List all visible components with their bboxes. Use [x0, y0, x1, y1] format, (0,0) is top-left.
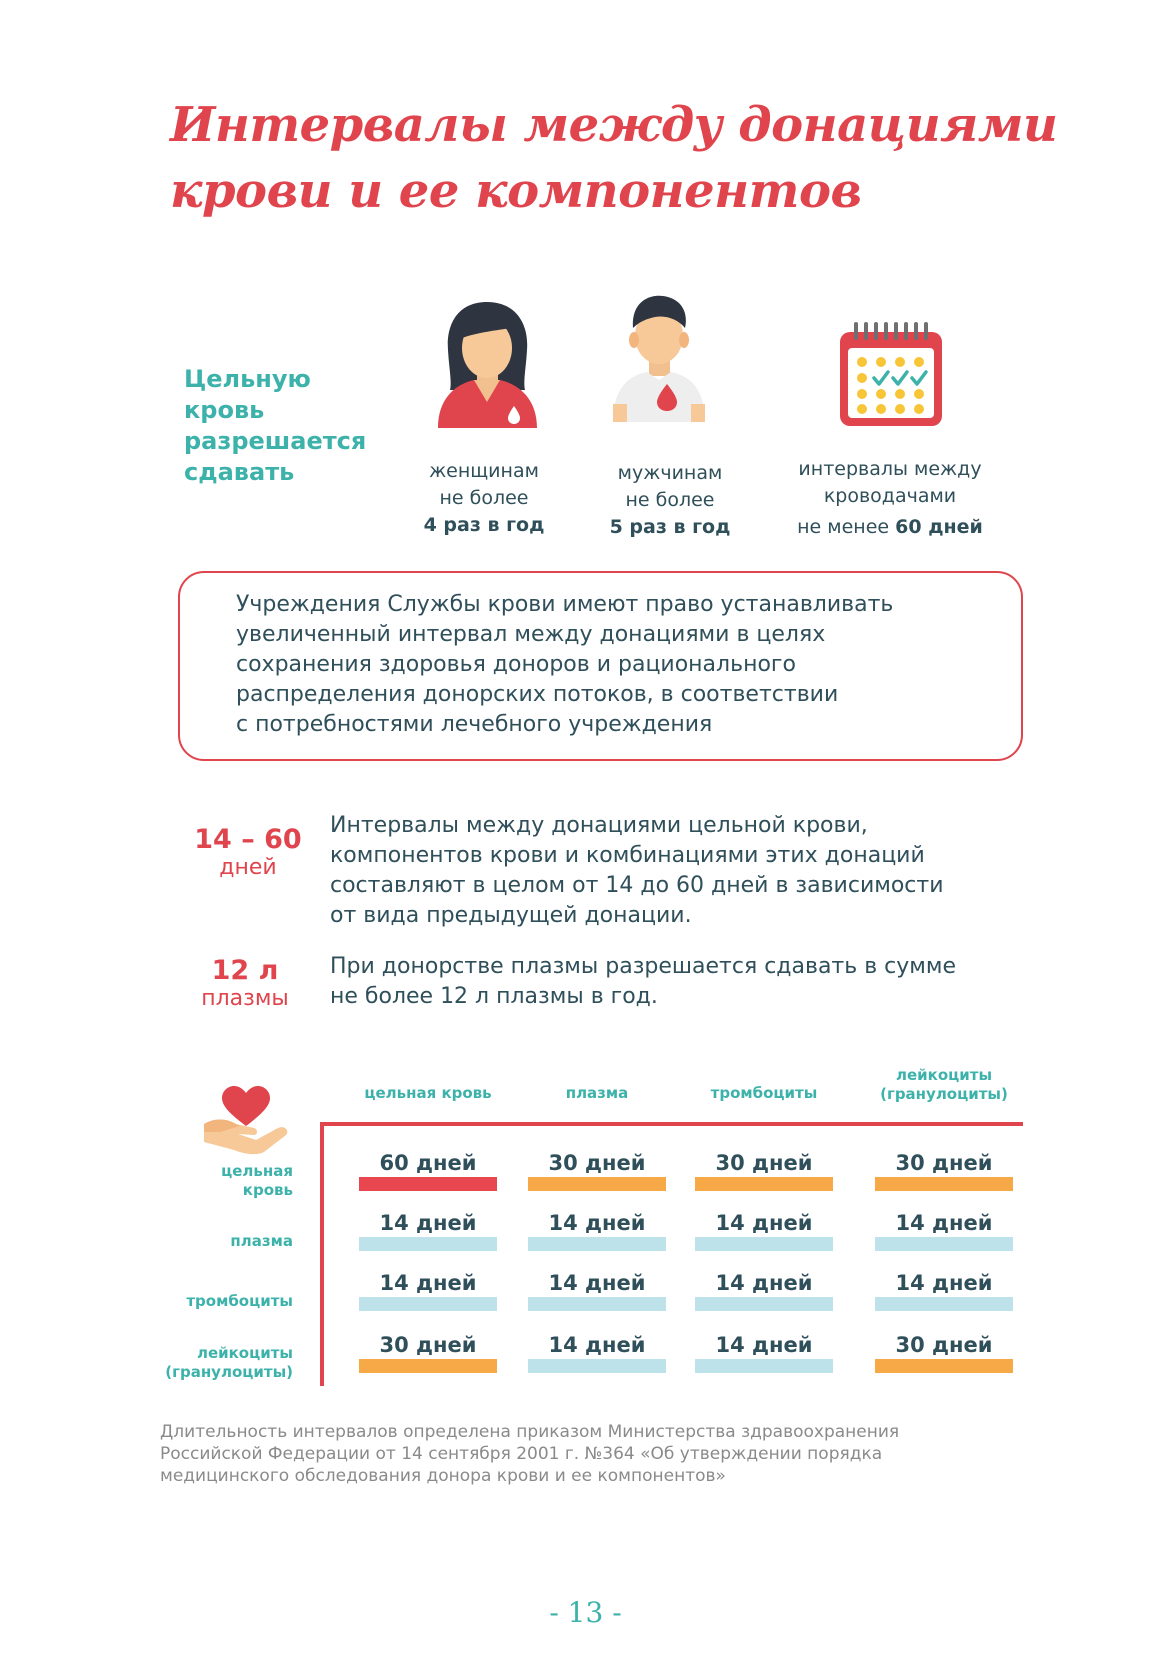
- row-header-line: цельная: [221, 1162, 293, 1180]
- table-row-header: [93, 1292, 293, 1311]
- stat-line: компонентов крови и комбинациями этих донаций: [330, 843, 925, 868]
- interval-bar: [875, 1359, 1013, 1373]
- table-cell: [695, 1210, 833, 1251]
- whole-blood-heading-line: кровь: [184, 396, 265, 424]
- interval-value: 14 дней: [895, 1271, 993, 1295]
- table-cell: [359, 1270, 497, 1311]
- column-header-line: лейкоциты: [895, 1066, 993, 1084]
- interval-bar: [695, 1359, 833, 1373]
- notice-line: увеличенный интервал между донациями в целях: [236, 622, 826, 647]
- notice-box: [178, 571, 1023, 761]
- table-cell: [528, 1270, 666, 1311]
- interval-bar: [875, 1237, 1013, 1251]
- interval-bar: [359, 1177, 497, 1191]
- stat-plasma-limit: [175, 955, 315, 1011]
- notice-line: распределения донорских потоков, в соответствии: [236, 682, 839, 707]
- stat-line: При донорстве плазмы разрешается сдавать в сумме: [330, 954, 957, 979]
- column-header-line: (гранулоциты): [880, 1085, 1008, 1103]
- notice-line: сохранения здоровья доноров и рационального: [236, 652, 796, 677]
- table-row-header: [93, 1344, 293, 1382]
- interval-bar: [695, 1297, 833, 1311]
- men-limit: 5 раз в год: [609, 516, 731, 538]
- whole-blood-heading-line: разрешается: [184, 427, 367, 455]
- table-column-header: [664, 1084, 864, 1103]
- notice-text: [236, 590, 996, 740]
- interval-value: 30 дней: [895, 1333, 993, 1357]
- title-line-1: Интервалы между донациями: [170, 97, 1058, 153]
- interval-bar: [528, 1177, 666, 1191]
- stat-unit: плазмы: [201, 986, 289, 1011]
- table-horizontal-axis: [320, 1122, 1023, 1126]
- interval-bar: [359, 1359, 497, 1373]
- interval-value: 14 дней: [548, 1211, 646, 1235]
- page-number: - 13 -: [549, 1596, 622, 1629]
- calendar-icon: [836, 318, 946, 430]
- notice-line: с потребностями лечебного учреждения: [236, 712, 713, 737]
- whole-blood-heading: [184, 364, 404, 488]
- interval-caption-line: интервалы между: [798, 458, 982, 480]
- women-caption-line: женщинам: [429, 460, 539, 482]
- table-cell: [359, 1210, 497, 1251]
- interval-value: 14 дней: [548, 1271, 646, 1295]
- stat-value: 14 – 60: [194, 824, 302, 855]
- interval-value: 30 дней: [379, 1333, 477, 1357]
- table-cell: [528, 1210, 666, 1251]
- interval-bar: [528, 1297, 666, 1311]
- stat-line: Интервалы между донациями цельной крови,: [330, 813, 868, 838]
- woman-donor-icon: [430, 298, 545, 428]
- table-column-header: [844, 1066, 1044, 1104]
- column-header-line: тромбоциты: [710, 1084, 818, 1102]
- stat-value: 12 л: [211, 955, 279, 986]
- footnote-line: медицинского обследования донора крови и ее компонентов»: [160, 1466, 726, 1486]
- table-cell: [528, 1150, 666, 1191]
- interval-value: 14 дней: [379, 1211, 477, 1235]
- stat-line: составляют в целом от 14 до 60 дней в зависимости: [330, 873, 944, 898]
- footnote-line: Длительность интервалов определена приказом Министерства здравоохранения: [160, 1422, 900, 1442]
- row-header-line: тромбоциты: [186, 1292, 293, 1310]
- men-caption-line: мужчинам: [617, 462, 723, 484]
- women-caption-line: не более: [439, 487, 529, 509]
- table-cell: [528, 1332, 666, 1373]
- stat-plasma-description: [330, 952, 1050, 1012]
- interval-value: 14 дней: [715, 1333, 813, 1357]
- interval-value: 14 дней: [379, 1271, 477, 1295]
- table-row-header: [93, 1162, 293, 1200]
- interval-value: 30 дней: [548, 1151, 646, 1175]
- stat-interval-range: [178, 824, 318, 880]
- page-title: [170, 92, 1070, 224]
- table-cell: [875, 1270, 1013, 1311]
- whole-blood-heading-line: Цельную: [184, 365, 311, 393]
- interval-bar: [528, 1359, 666, 1373]
- interval-caption: [770, 456, 1010, 541]
- table-cell: [875, 1150, 1013, 1191]
- table-cell: [695, 1332, 833, 1373]
- interval-value: 30 дней: [895, 1151, 993, 1175]
- stat-line: от вида предыдущей донации.: [330, 903, 692, 928]
- interval-limit-value: 60 дней: [895, 516, 983, 538]
- interval-bar: [875, 1177, 1013, 1191]
- women-limit: 4 раз в год: [423, 514, 545, 536]
- table-cell: [359, 1150, 497, 1191]
- table-row-header: [93, 1232, 293, 1251]
- table-cell: [359, 1332, 497, 1373]
- whole-blood-heading-line: сдавать: [184, 458, 295, 486]
- men-caption: [570, 460, 770, 541]
- interval-bar: [695, 1237, 833, 1251]
- row-header-line: плазма: [230, 1232, 293, 1250]
- stat-interval-description: [330, 811, 1050, 931]
- interval-value: 30 дней: [715, 1151, 813, 1175]
- interval-bar: [695, 1177, 833, 1191]
- interval-value: 14 дней: [715, 1271, 813, 1295]
- interval-caption-line: кроводачами: [823, 485, 957, 507]
- interval-bar: [359, 1297, 497, 1311]
- title-line-2: крови и ее компонентов: [170, 163, 862, 219]
- interval-value: 60 дней: [379, 1151, 477, 1175]
- interval-value: 14 дней: [548, 1333, 646, 1357]
- table-vertical-axis: [320, 1122, 324, 1386]
- interval-value: 14 дней: [895, 1211, 993, 1235]
- men-caption-line: не более: [625, 489, 715, 511]
- table-cell: [695, 1150, 833, 1191]
- interval-limit-prefix: не менее: [797, 516, 896, 538]
- table-cell: [875, 1210, 1013, 1251]
- women-caption: [384, 458, 584, 539]
- heart-in-hand-icon: [200, 1084, 292, 1156]
- interval-value: 14 дней: [715, 1211, 813, 1235]
- column-header-line: плазма: [565, 1084, 629, 1102]
- interval-bar: [528, 1237, 666, 1251]
- row-header-line: лейкоциты: [196, 1344, 293, 1362]
- notice-line: Учреждения Службы крови имеют право устанавливать: [236, 592, 894, 617]
- interval-limit: [770, 514, 1010, 541]
- interval-bar: [359, 1237, 497, 1251]
- table-cell: [695, 1270, 833, 1311]
- row-header-line: кровь: [242, 1181, 293, 1199]
- interval-bar: [875, 1297, 1013, 1311]
- row-header-line: (гранулоциты): [165, 1363, 293, 1381]
- stat-unit: дней: [219, 855, 277, 880]
- table-cell: [875, 1332, 1013, 1373]
- column-header-line: цельная кровь: [364, 1084, 492, 1102]
- stat-line: не более 12 л плазмы в год.: [330, 984, 658, 1009]
- footnote-line: Российской Федерации от 14 сентября 2001 г. №364 «Об утверждении порядка: [160, 1444, 883, 1464]
- footnote: [160, 1421, 1040, 1487]
- man-donor-icon: [607, 292, 712, 427]
